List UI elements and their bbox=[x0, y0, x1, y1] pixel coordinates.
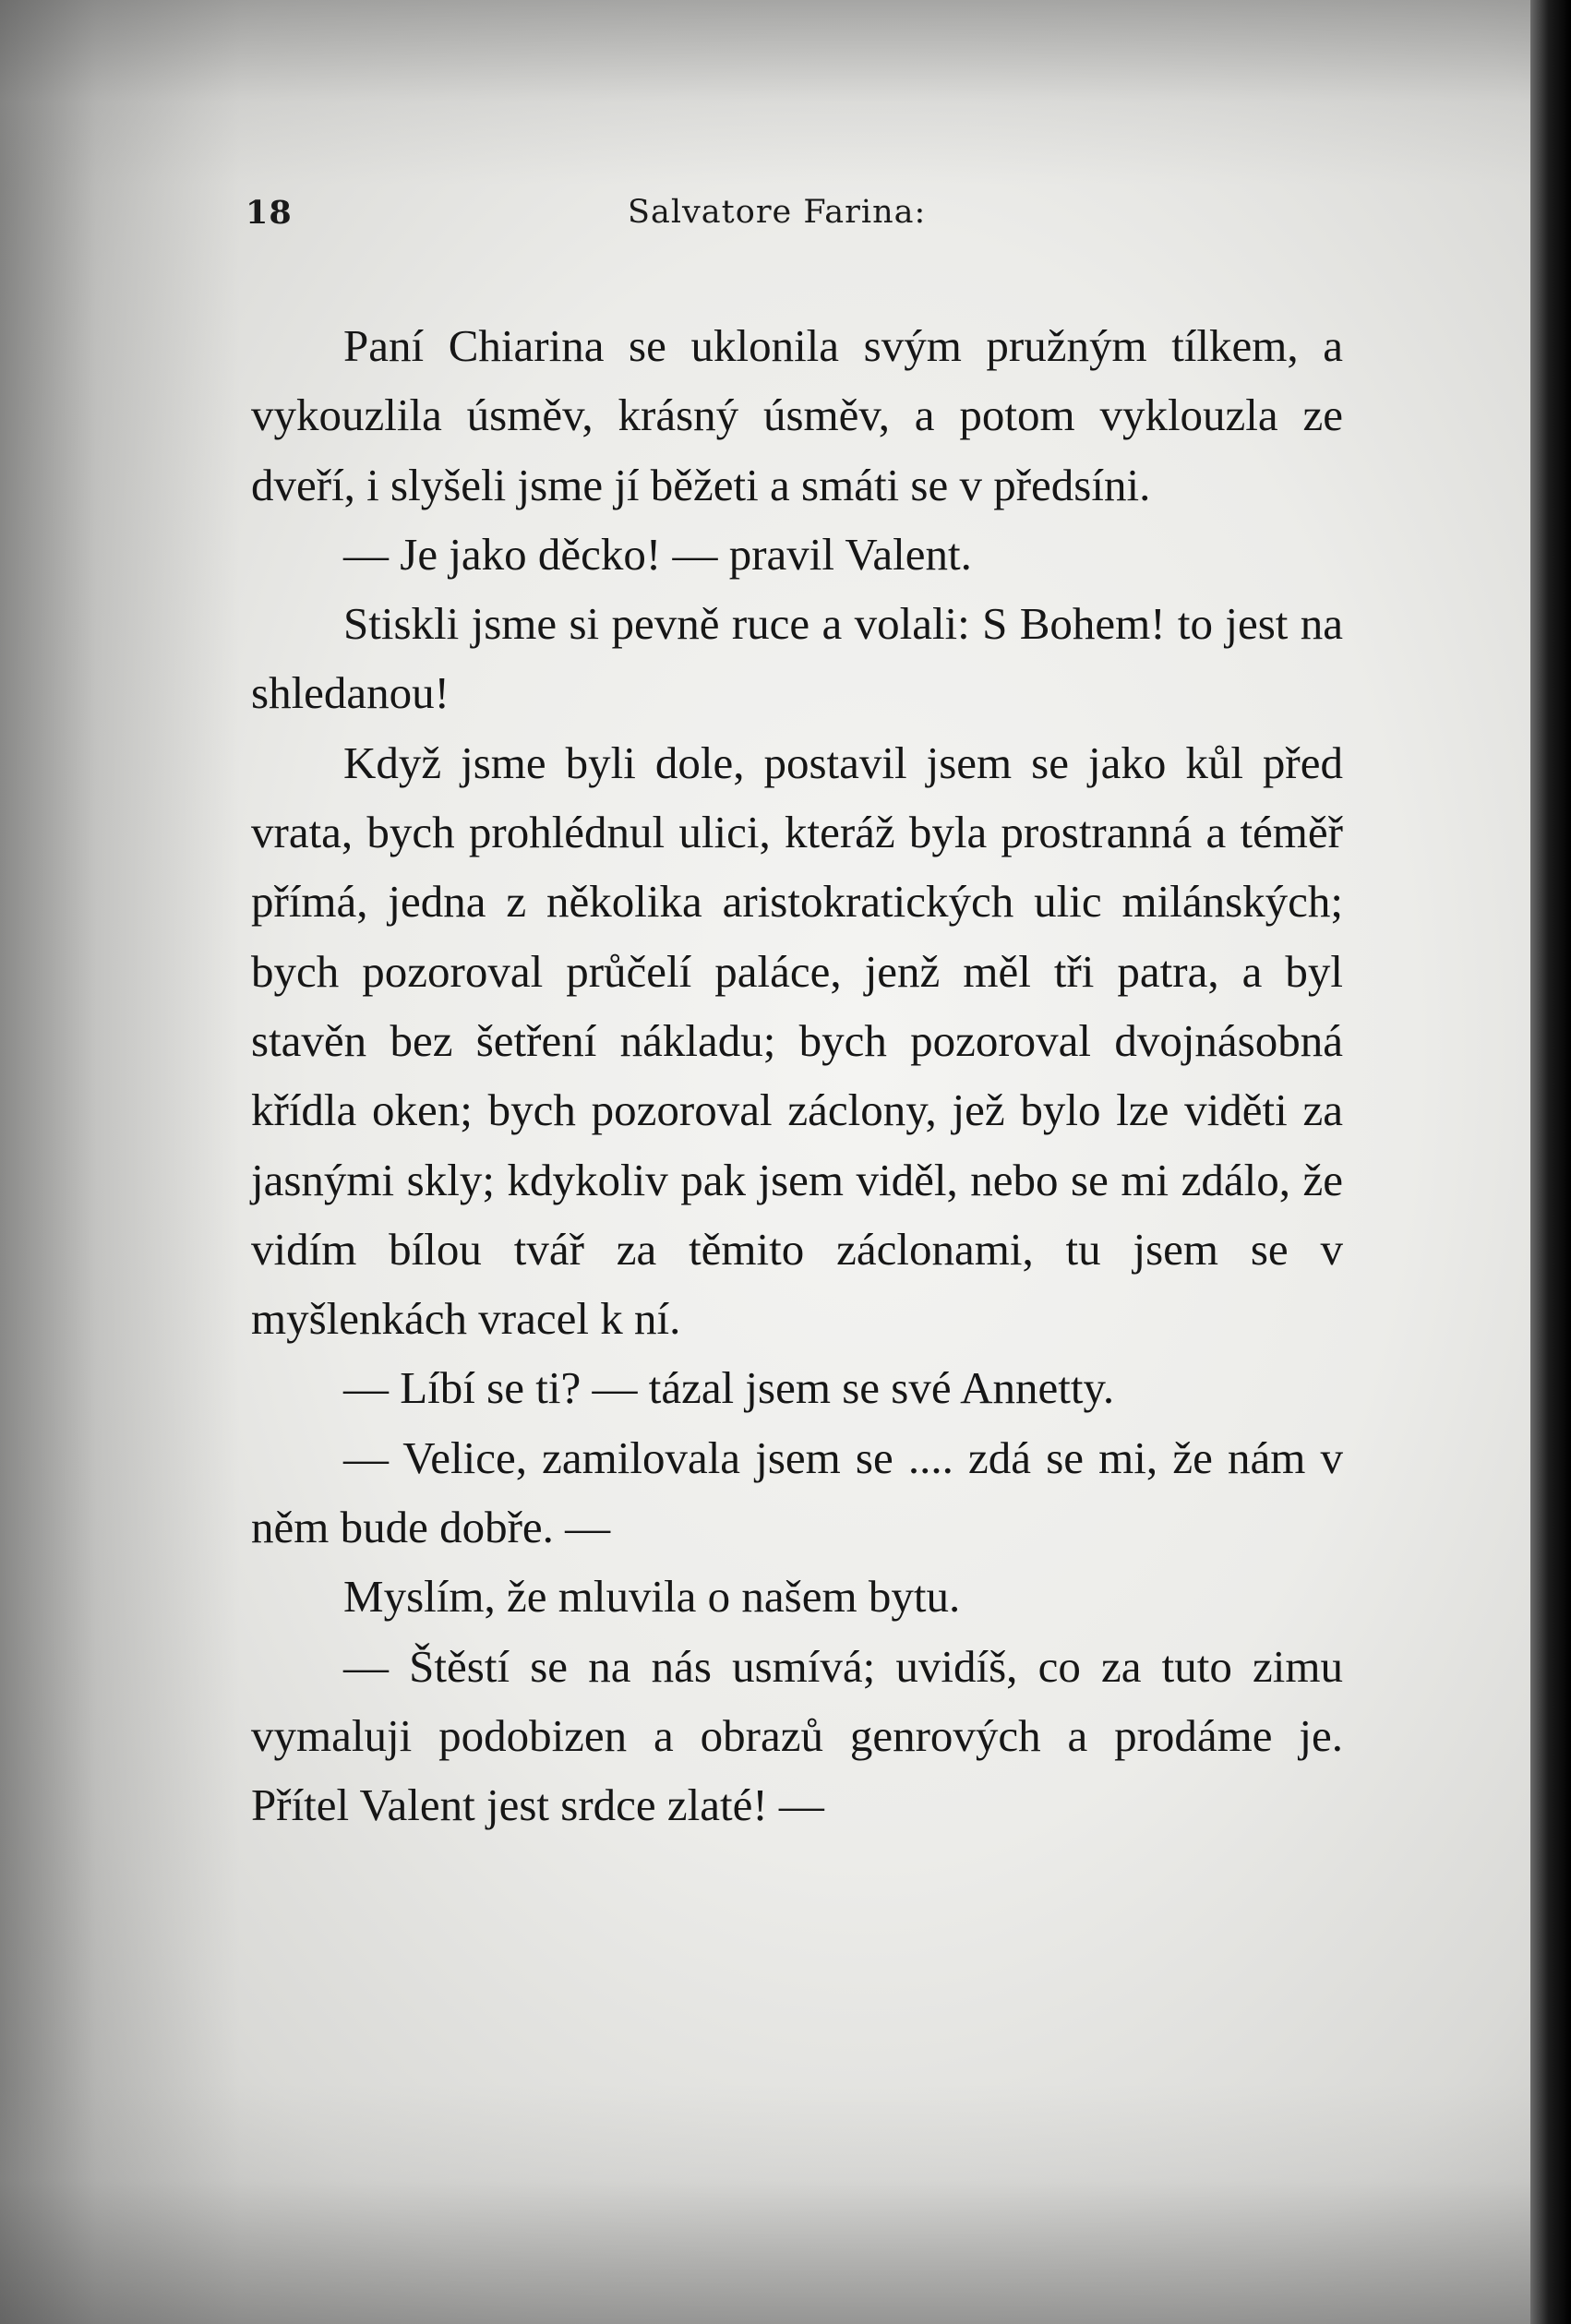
paragraph: Myslím, že mluvila o našem bytu. bbox=[343, 1571, 961, 1623]
body-text bbox=[251, 311, 1343, 1840]
paragraph: — Líbí se ti? — tázal jsem se své Annetty. bbox=[343, 1362, 1115, 1414]
paragraph: Paní Chiarina se uklonila svým pružným tílkem, a vykouzlila úsměv, krásný úsměv, a potom vyklouzla ze dveří, i slyšeli jsme jí běžeti a smáti se v předsíni. bbox=[251, 320, 1343, 510]
paragraph: — Je jako děcko! — pravil Valent. bbox=[343, 528, 972, 580]
paragraph: — Štěstí se na nás usmívá; uvidíš, co za tuto zimu vymaluji podobizen a obrazů genrových a prodáme je. Přítel Valent jest srdce zlaté! — bbox=[251, 1640, 1343, 1831]
paragraph: Stiskli jsme si pevně ruce a volali: S Bohem! to jest na shledanou! bbox=[251, 598, 1343, 719]
paragraph: Když jsme byli dole, postavil jsem se jako kůl před vrata, bych prohlédnul ulici, kteráž byla prostranná a téměř přímá, jedna z několika aristokratických ulic milánských; bych pozoroval průčelí paláce, jenž měl tři patra, a byl stavěn bez šetření nákladu; bych pozoroval dvojnásobná křídla oken; bych pozoroval záclony, jež bylo lze viděti za jasnými skly; kdykoliv pak jsem viděl, nebo se mi zdálo, že vidím bílou tvář za těmito záclonami, tu jsem se v myšlenkách vracel k ní. bbox=[251, 737, 1343, 1345]
page-binding-edge bbox=[1530, 0, 1571, 2324]
paragraph: — Velice, zamilovala jsem se .... zdá se mi, že nám v něm bude dobře. — bbox=[251, 1432, 1343, 1553]
page-number: 18 bbox=[246, 194, 293, 232]
running-head: Salvatore Farina: bbox=[628, 194, 927, 231]
page-shadow-top bbox=[0, 0, 1571, 185]
page-shadow-bottom bbox=[0, 2084, 1571, 2324]
page-shadow-left bbox=[0, 0, 240, 2324]
page-header bbox=[246, 194, 1372, 249]
